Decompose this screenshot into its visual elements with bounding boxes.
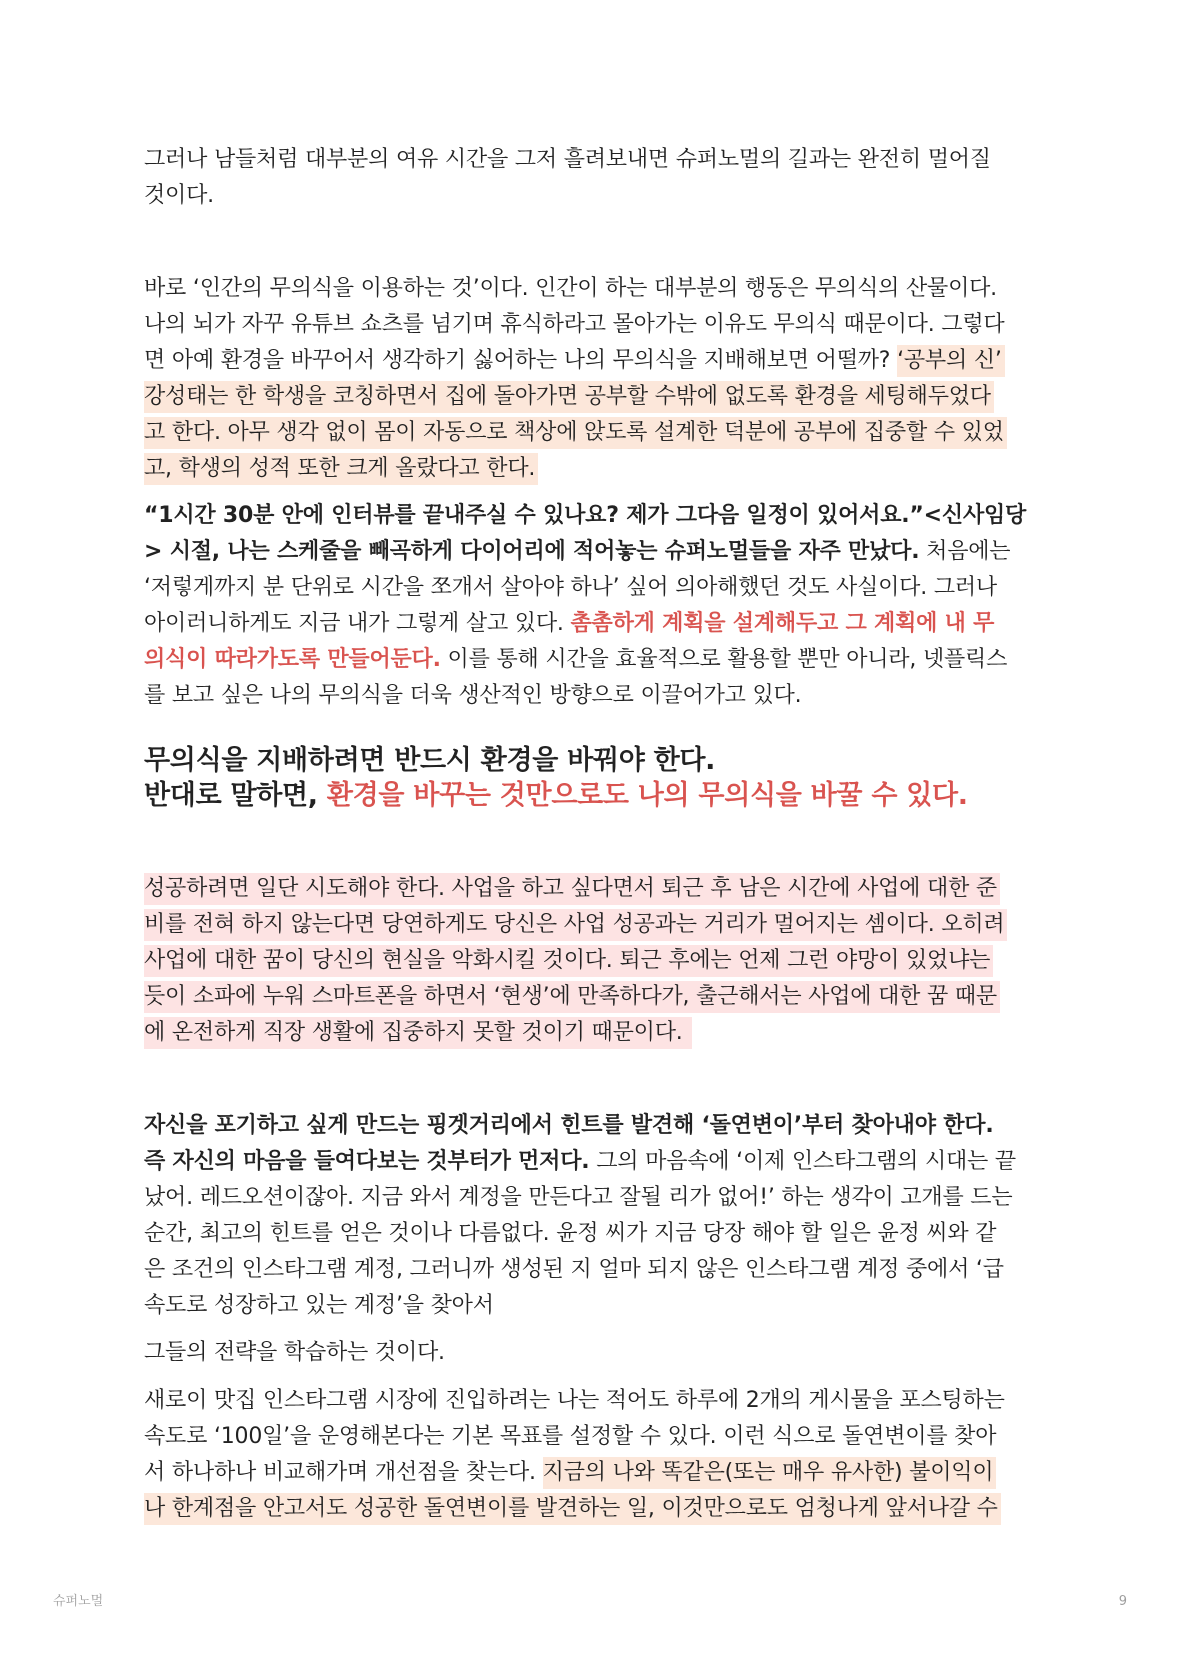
text-run: 새로이 맛집 인스타그램 시장에 진입하려는 나는 적어도 하루에 2개의 게시물을 포스팅하는 <box>144 1388 1005 1413</box>
text-line <box>144 1015 1039 1051</box>
text-line <box>144 1491 1039 1527</box>
red-emphasis-text: 환경을 바꾸는 것만으로도 나의 무의식을 바꿀 수 있다. <box>326 780 968 811</box>
text-line <box>144 570 1039 606</box>
text-run: 속도로 성장하고 있는 계정’을 찾아서 <box>144 1293 494 1318</box>
text-run: 바로 ‘인간의 무의식을 이용하는 것’이다. 인간이 하는 대부분의 행동은 무의식의 산물이다. <box>144 276 997 301</box>
highlighted-text: 고, 학생의 성적 또한 크게 올랐다고 한다. <box>144 453 538 485</box>
text-line <box>144 307 1039 343</box>
heading-line <box>144 778 1039 813</box>
bold-text: > 시절, 나는 스케줄을 빼곡하게 다이어리에 적어놓는 슈퍼노멀들을 자주 만났다. <box>144 539 920 564</box>
text-line <box>144 1144 1039 1180</box>
text-line <box>144 1455 1039 1491</box>
text-line <box>144 1288 1039 1324</box>
paragraph-7 <box>144 1383 1039 1527</box>
heading-text: 반대로 말하면, <box>144 780 327 811</box>
text-run: ‘저렇게까지 분 단위로 시간을 쪼개서 살아야 하나’ 싶어 의아해했던 것도 사실이다. 그러나 <box>144 575 997 600</box>
text-run: 를 보고 싶은 나의 무의식을 더욱 생산적인 방향으로 이끌어가고 있다. <box>144 683 802 708</box>
text-line <box>144 943 1039 979</box>
heading-text: 무의식을 지배하려면 반드시 환경을 바꿔야 한다. <box>144 745 716 776</box>
text-run: 면 아예 환경을 바꾸어서 생각하기 싫어하는 나의 무의식을 지배해보면 어떨까? <box>144 348 898 373</box>
paragraph-3 <box>144 498 1039 714</box>
bold-text: “1시간 30분 안에 인터뷰를 끝내주실 수 있나요? 제가 그다음 일정이 있어서요.”<신사임당 <box>144 503 1027 528</box>
paragraph-6 <box>144 1335 1039 1371</box>
text-run: 서 하나하나 비교해가며 개선점을 찾는다. <box>144 1460 543 1485</box>
paragraph-4 <box>144 871 1039 1051</box>
text-line <box>144 451 1039 487</box>
paragraph-5 <box>144 1108 1039 1324</box>
text-run: 이를 통해 시간을 효율적으로 활용할 뿐만 아니라, 넷플릭스 <box>440 647 1008 672</box>
highlighted-text: 지금의 나와 똑같은(또는 매우 유사한) 불이익이 <box>543 1457 997 1489</box>
text-line <box>144 1383 1039 1419</box>
bold-text: 자신을 포기하고 싶게 만드는 핑겟거리에서 힌트를 발견해 ‘돌연변이’부터 찾아내야 한다. <box>144 1113 994 1138</box>
red-emphasis-text: 촘촘하게 계획을 설계해두고 그 계획에 내 무 <box>570 611 995 636</box>
text-line <box>144 415 1039 451</box>
text-run: 났어. 레드오션이잖아. 지금 와서 계정을 만든다고 잘될 리가 없어!’ 하는 생각이 고개를 드는 <box>144 1185 1013 1210</box>
highlighted-text: ‘공부의 신’ <box>897 345 1005 377</box>
text-run: 순간, 최고의 힌트를 얻은 것이나 다름없다. 윤정 씨가 지금 당장 해야 할 일은 윤정 씨와 같 <box>144 1221 997 1246</box>
text-line <box>144 1335 1039 1371</box>
text-line <box>144 1180 1039 1216</box>
text-run: 은 조건의 인스타그램 계정, 그러니까 생성된 지 얼마 되지 않은 인스타그램 계정 중에서 ‘급 <box>144 1257 1004 1282</box>
text-line <box>144 379 1039 415</box>
text-line <box>144 1252 1039 1288</box>
text-line <box>144 907 1039 943</box>
text-run: 속도로 ‘100일’을 운영해본다는 기본 목표를 설정할 수 있다. 이런 식으로 돌연변이를 찾아 <box>144 1424 997 1449</box>
text-line <box>144 871 1039 907</box>
text-line <box>144 1216 1039 1252</box>
highlighted-text: 성공하려면 일단 시도해야 한다. 사업을 하고 싶다면서 퇴근 후 남은 시간에 사업에 대한 준 <box>144 873 1000 905</box>
highlighted-text: 듯이 소파에 누워 스마트폰을 하면서 ‘현생’에 만족하다가, 출근해서는 사업에 대한 꿈 때문 <box>144 981 1000 1013</box>
text-run: 그러나 남들처럼 대부분의 여유 시간을 그저 흘려보내면 슈퍼노멀의 길과는 완전히 멀어질 <box>144 147 991 172</box>
text-run: 그들의 전략을 학습하는 것이다. <box>144 1340 445 1365</box>
text-run: 나의 뇌가 자꾸 유튜브 쇼츠를 넘기며 휴식하라고 몰아가는 이유도 무의식 때문이다. 그렇다 <box>144 312 1005 337</box>
page-number: 9 <box>1118 1594 1127 1609</box>
text-run: 처음에는 <box>919 539 1011 564</box>
text-line <box>144 142 1039 178</box>
text-line <box>144 678 1039 714</box>
text-line <box>144 498 1039 534</box>
highlighted-text: 사업에 대한 꿈이 당신의 현실을 악화시킬 것이다. 퇴근 후에는 언제 그런 야망이 있었냐는 <box>144 945 993 977</box>
text-run: 그의 마음속에 ‘이제 인스타그램의 시대는 끝 <box>589 1149 1016 1174</box>
paragraph-2 <box>144 271 1039 487</box>
text-line <box>144 534 1039 570</box>
text-line <box>144 1108 1039 1144</box>
text-run: 것이다. <box>144 183 214 208</box>
highlighted-text: 고 한다. 아무 생각 없이 몸이 자동으로 책상에 앉도록 설계한 덕분에 공부에 집중할 수 있었 <box>144 417 1007 449</box>
red-emphasis-text: 의식이 따라가도록 만들어둔다. <box>144 647 441 672</box>
section-heading <box>144 743 1039 813</box>
bold-text: 즉 자신의 마음을 들여다보는 것부터가 먼저다. <box>144 1149 590 1174</box>
text-line <box>144 979 1039 1015</box>
highlighted-text: 에 온전하게 직장 생활에 집중하지 못할 것이기 때문이다. <box>144 1017 692 1049</box>
paragraph-1 <box>144 142 1039 214</box>
text-line <box>144 271 1039 307</box>
heading-line <box>144 743 1039 778</box>
text-run: 아이러니하게도 지금 내가 그렇게 살고 있다. <box>144 611 571 636</box>
text-line <box>144 1419 1039 1455</box>
text-line <box>144 343 1039 379</box>
text-line <box>144 606 1039 642</box>
text-line <box>144 642 1039 678</box>
highlighted-text: 나 한계점을 안고서도 성공한 돌연변이를 발견하는 일, 이것만으로도 엄청나게 앞서나갈 수 <box>144 1493 1001 1525</box>
running-footer-title: 슈퍼노멀 <box>53 1594 104 1609</box>
text-line <box>144 178 1039 214</box>
highlighted-text: 비를 전혀 하지 않는다면 당연하게도 당신은 사업 성공과는 거리가 멀어지는 셈이다. 오히려 <box>144 909 1007 941</box>
highlighted-text: 강성태는 한 학생을 코칭하면서 집에 돌아가면 공부할 수밖에 없도록 환경을 세팅해두었다 <box>144 381 994 413</box>
